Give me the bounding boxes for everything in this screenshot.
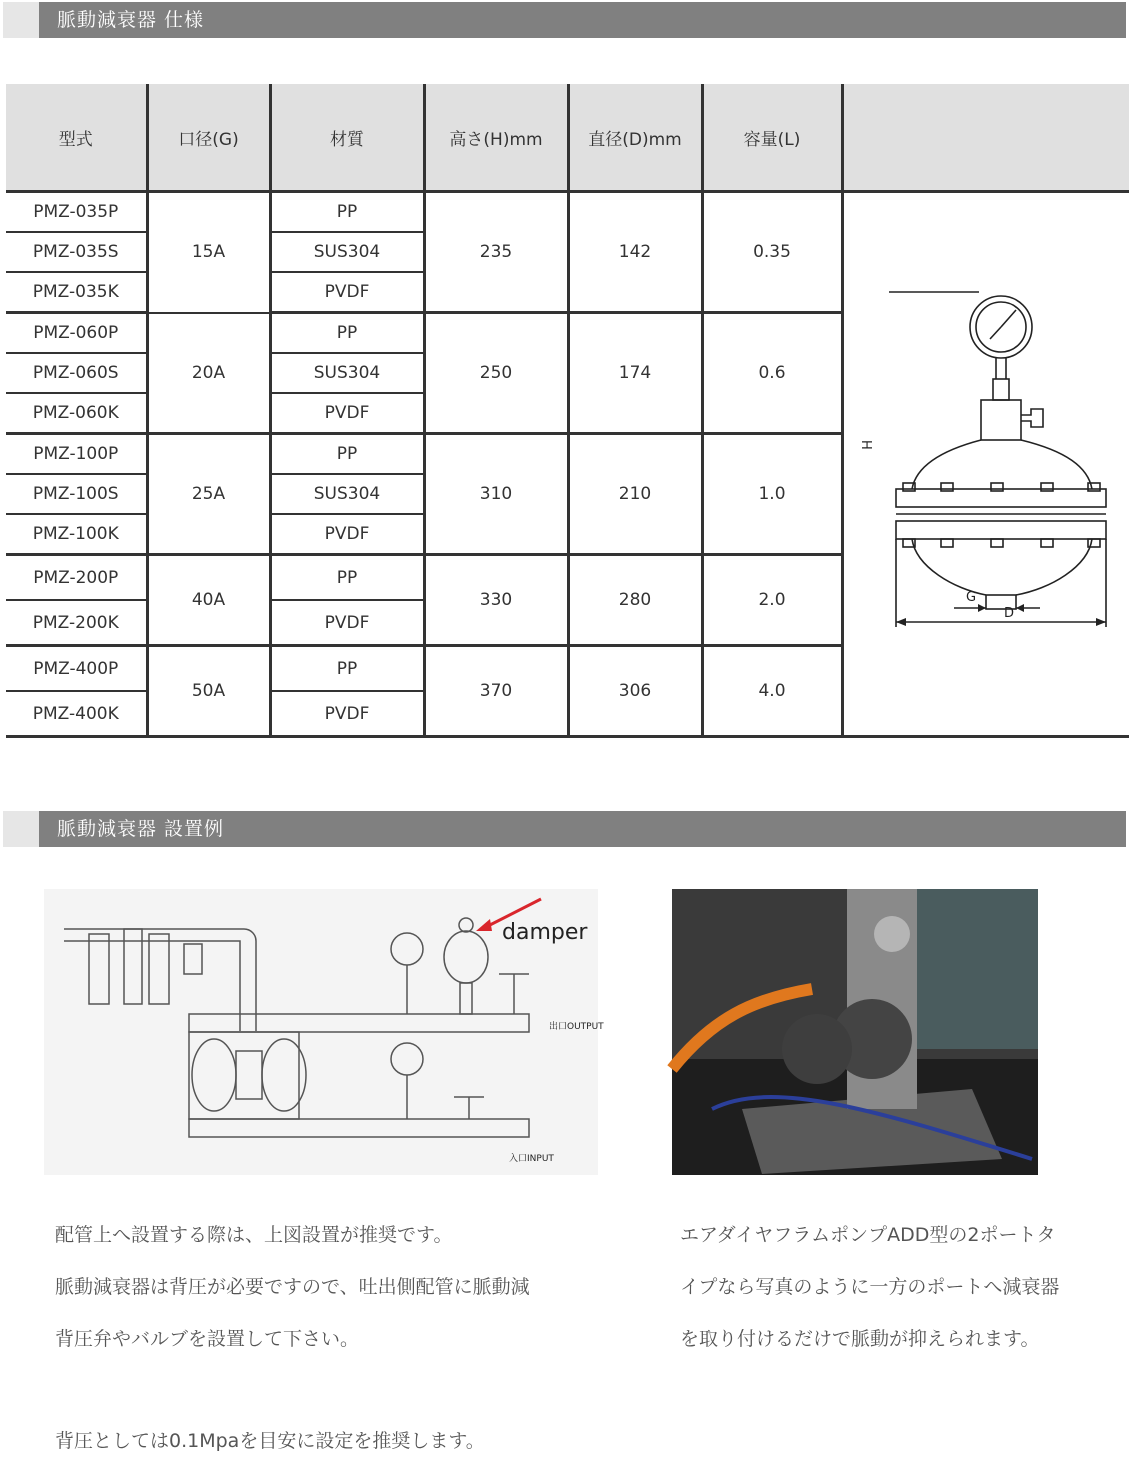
bore-cell: 50A bbox=[147, 646, 270, 737]
diameter-cell: 174 bbox=[568, 313, 702, 434]
model-cell: PMZ-060S bbox=[6, 353, 147, 393]
spec-section-title: 脈動減衰器 仕様 bbox=[57, 9, 205, 31]
material-cell: SUS304 bbox=[270, 232, 424, 272]
damper-dimension-diagram bbox=[842, 192, 1129, 737]
damper-drawing bbox=[844, 197, 1129, 727]
model-cell: PMZ-035K bbox=[6, 272, 147, 313]
capacity-cell: 0.6 bbox=[702, 313, 842, 434]
material-cell: SUS304 bbox=[270, 353, 424, 393]
right-caption bbox=[680, 1196, 1120, 1378]
bore-cell: 40A bbox=[147, 555, 270, 646]
header-material: 材質 bbox=[270, 84, 424, 192]
header-capacity: 容量(L) bbox=[702, 84, 842, 192]
header-diagram bbox=[842, 84, 1129, 192]
height-cell: 250 bbox=[424, 313, 568, 434]
piping-diagram-drawing bbox=[44, 889, 604, 1175]
table-row bbox=[6, 192, 1129, 233]
diameter-cell: 306 bbox=[568, 646, 702, 737]
left-caption-line: 背圧としては0.1Mpaを目安に設定を推奨します。 bbox=[55, 1430, 485, 1452]
model-cell: PMZ-400K bbox=[6, 691, 147, 737]
material-cell: PP bbox=[270, 646, 424, 692]
model-cell: PMZ-100K bbox=[6, 514, 147, 555]
diameter-label: D bbox=[1003, 605, 1014, 621]
material-cell: PP bbox=[270, 313, 424, 354]
header-diameter: 直径(D)mm bbox=[568, 84, 702, 192]
output-label: 出口OUTPUT bbox=[549, 1022, 604, 1032]
material-cell: PP bbox=[270, 434, 424, 475]
table-header-row bbox=[6, 84, 1129, 192]
model-cell: PMZ-200K bbox=[6, 600, 147, 646]
capacity-cell: 0.35 bbox=[702, 192, 842, 313]
material-cell: PVDF bbox=[270, 393, 424, 434]
model-cell: PMZ-200P bbox=[6, 555, 147, 601]
material-cell: PVDF bbox=[270, 514, 424, 555]
header-tab bbox=[3, 2, 39, 38]
model-cell: PMZ-100S bbox=[6, 474, 147, 514]
height-label: H bbox=[857, 439, 873, 450]
header-tab bbox=[3, 811, 39, 847]
right-caption-line: を取り付けるだけで脈動が抑えられます。 bbox=[680, 1328, 1040, 1350]
spec-section-header bbox=[3, 2, 1126, 38]
height-cell: 370 bbox=[424, 646, 568, 737]
header-model: 型式 bbox=[6, 84, 147, 192]
bore-label: G bbox=[965, 589, 976, 605]
installation-photo-drawing bbox=[672, 889, 1038, 1175]
input-label: 入口INPUT bbox=[509, 1154, 554, 1164]
model-cell: PMZ-035P bbox=[6, 192, 147, 233]
material-cell: PP bbox=[270, 192, 424, 233]
material-cell: SUS304 bbox=[270, 474, 424, 514]
caption-spacer bbox=[55, 1378, 615, 1402]
capacity-cell: 2.0 bbox=[702, 555, 842, 646]
left-caption-line: 背圧弁やバルブを設置して下さい。 bbox=[55, 1328, 360, 1350]
capacity-cell: 1.0 bbox=[702, 434, 842, 555]
left-caption bbox=[55, 1196, 615, 1480]
material-cell: PVDF bbox=[270, 691, 424, 737]
install-section-header bbox=[3, 811, 1126, 847]
damper-label: damper bbox=[502, 920, 588, 945]
header-bore: 口径(G) bbox=[147, 84, 270, 192]
left-caption-line: 配管上へ設置する際は、上図設置が推奨です。 bbox=[55, 1224, 453, 1246]
model-cell: PMZ-100P bbox=[6, 434, 147, 475]
material-cell: PVDF bbox=[270, 600, 424, 646]
installation-photo bbox=[672, 889, 1038, 1175]
material-cell: PP bbox=[270, 555, 424, 601]
header-height: 高さ(H)mm bbox=[424, 84, 568, 192]
model-cell: PMZ-035S bbox=[6, 232, 147, 272]
piping-diagram bbox=[44, 889, 604, 1175]
install-section-title: 脈動減衰器 設置例 bbox=[57, 818, 225, 840]
model-cell: PMZ-060K bbox=[6, 393, 147, 434]
spec-table bbox=[6, 84, 1129, 738]
model-cell: PMZ-400P bbox=[6, 646, 147, 692]
bore-cell: 20A bbox=[147, 313, 270, 434]
left-caption-line: 脈動減衰器は背圧が必要ですので、吐出側配管に脈動減 bbox=[55, 1276, 530, 1298]
diameter-cell: 210 bbox=[568, 434, 702, 555]
height-cell: 310 bbox=[424, 434, 568, 555]
bore-cell: 25A bbox=[147, 434, 270, 555]
diameter-cell: 280 bbox=[568, 555, 702, 646]
height-cell: 235 bbox=[424, 192, 568, 313]
height-cell: 330 bbox=[424, 555, 568, 646]
model-cell: PMZ-060P bbox=[6, 313, 147, 354]
right-caption-line: イプなら写真のように一方のポートへ減衰器 bbox=[680, 1276, 1060, 1298]
material-cell: PVDF bbox=[270, 272, 424, 313]
right-caption-line: エアダイヤフラムポンプADD型の2ポートタ bbox=[680, 1224, 1056, 1246]
capacity-cell: 4.0 bbox=[702, 646, 842, 737]
diameter-cell: 142 bbox=[568, 192, 702, 313]
bore-cell: 15A bbox=[147, 192, 270, 313]
